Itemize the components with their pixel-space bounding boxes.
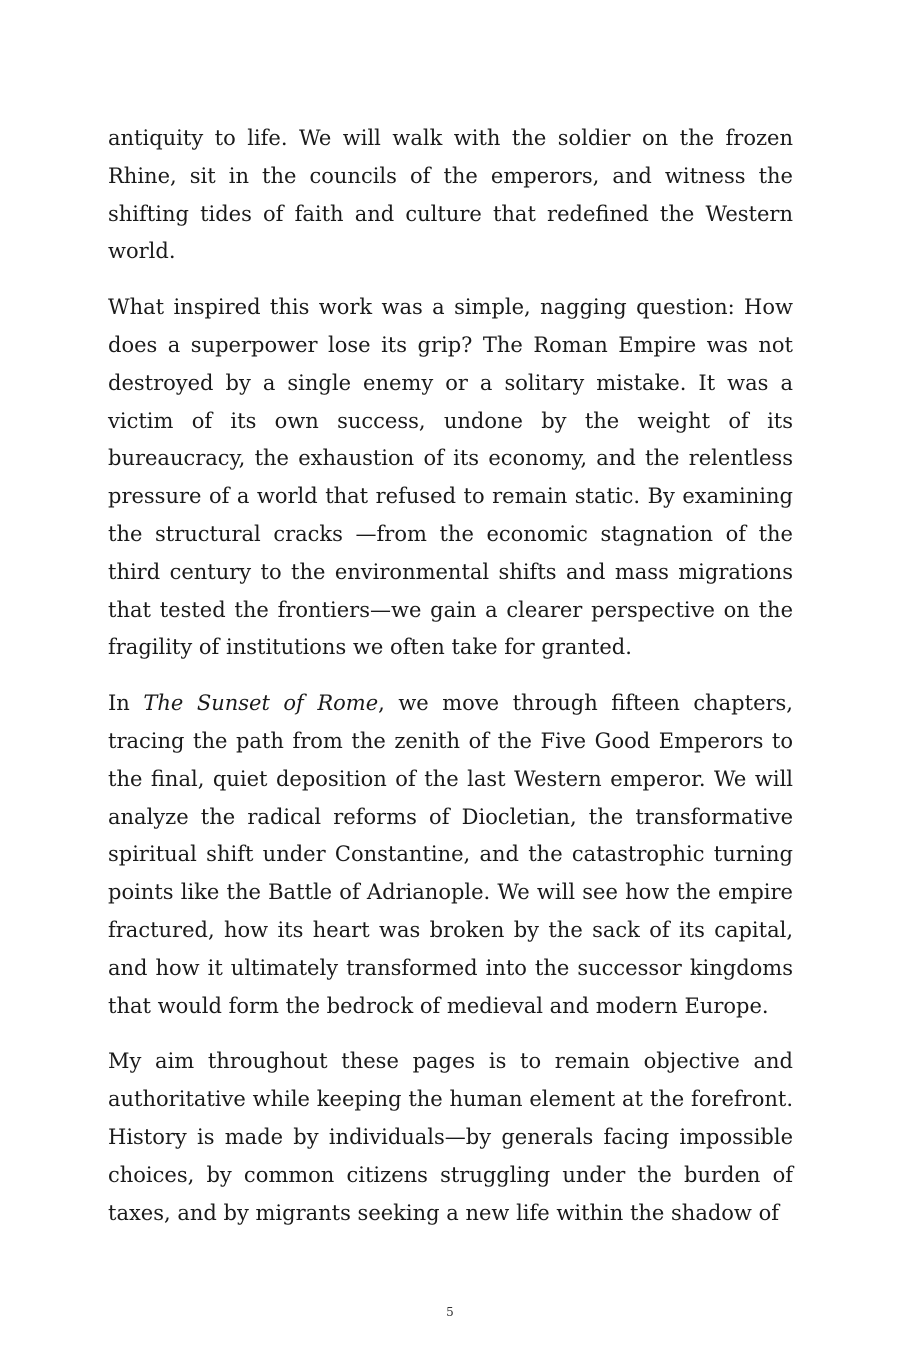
paragraph-2: What inspired this work was a simple, nagging question: How does a superpower lose its grip? The Roman Empire was not destroyed by a single enemy or a solitary mistake. It was a victim of its own success, undone by the weight of its bureaucracy, the exhaustion of its economy, and the relentless pressure of a world that refused to remain static. By examining the structural cracks —from the economic stagnation of the third century to the environmental shifts and mass migrations that tested the frontiers—we gain a clearer perspective on the fragility of institutions we often take for granted.: [108, 295, 793, 660]
paragraph-3: [108, 685, 793, 1025]
book-title: The Sunset of Rome: [143, 691, 379, 716]
paragraph-1: antiquity to life. We will walk with the soldier on the frozen Rhine, sit in the councils of the emperors, and witness the shifting tides of faith and culture that redefined the Western world.: [108, 126, 793, 264]
paragraph-3-text: , we move through fifteen chapters, tracing the path from the zenith of the Five Good Emperors to the final, quiet deposition of the last Western emperor. We will analyze the radical reforms of Diocletian, the transformative spiritual shift under Constantine, and the catastrophic turning points like the Battle of Adrianople. We will see how the empire fractured, how its heart was broken by the sack of its capital, and how it ultimately transformed into the successor kingdoms that would form the bedrock of medieval and modern Europe.: [108, 691, 793, 1018]
body-text: [108, 120, 793, 1232]
paragraph-4: My aim throughout these pages is to remain objective and authoritative while keeping the human element at the forefront. History is made by individuals—by generals facing impossible choices, by common citizens struggling under the burden of taxes, and by migrants seeking a new life within the shadow of: [108, 1049, 793, 1225]
page-number: 5: [446, 1305, 454, 1319]
paragraph-3-prefix: In: [108, 691, 144, 716]
